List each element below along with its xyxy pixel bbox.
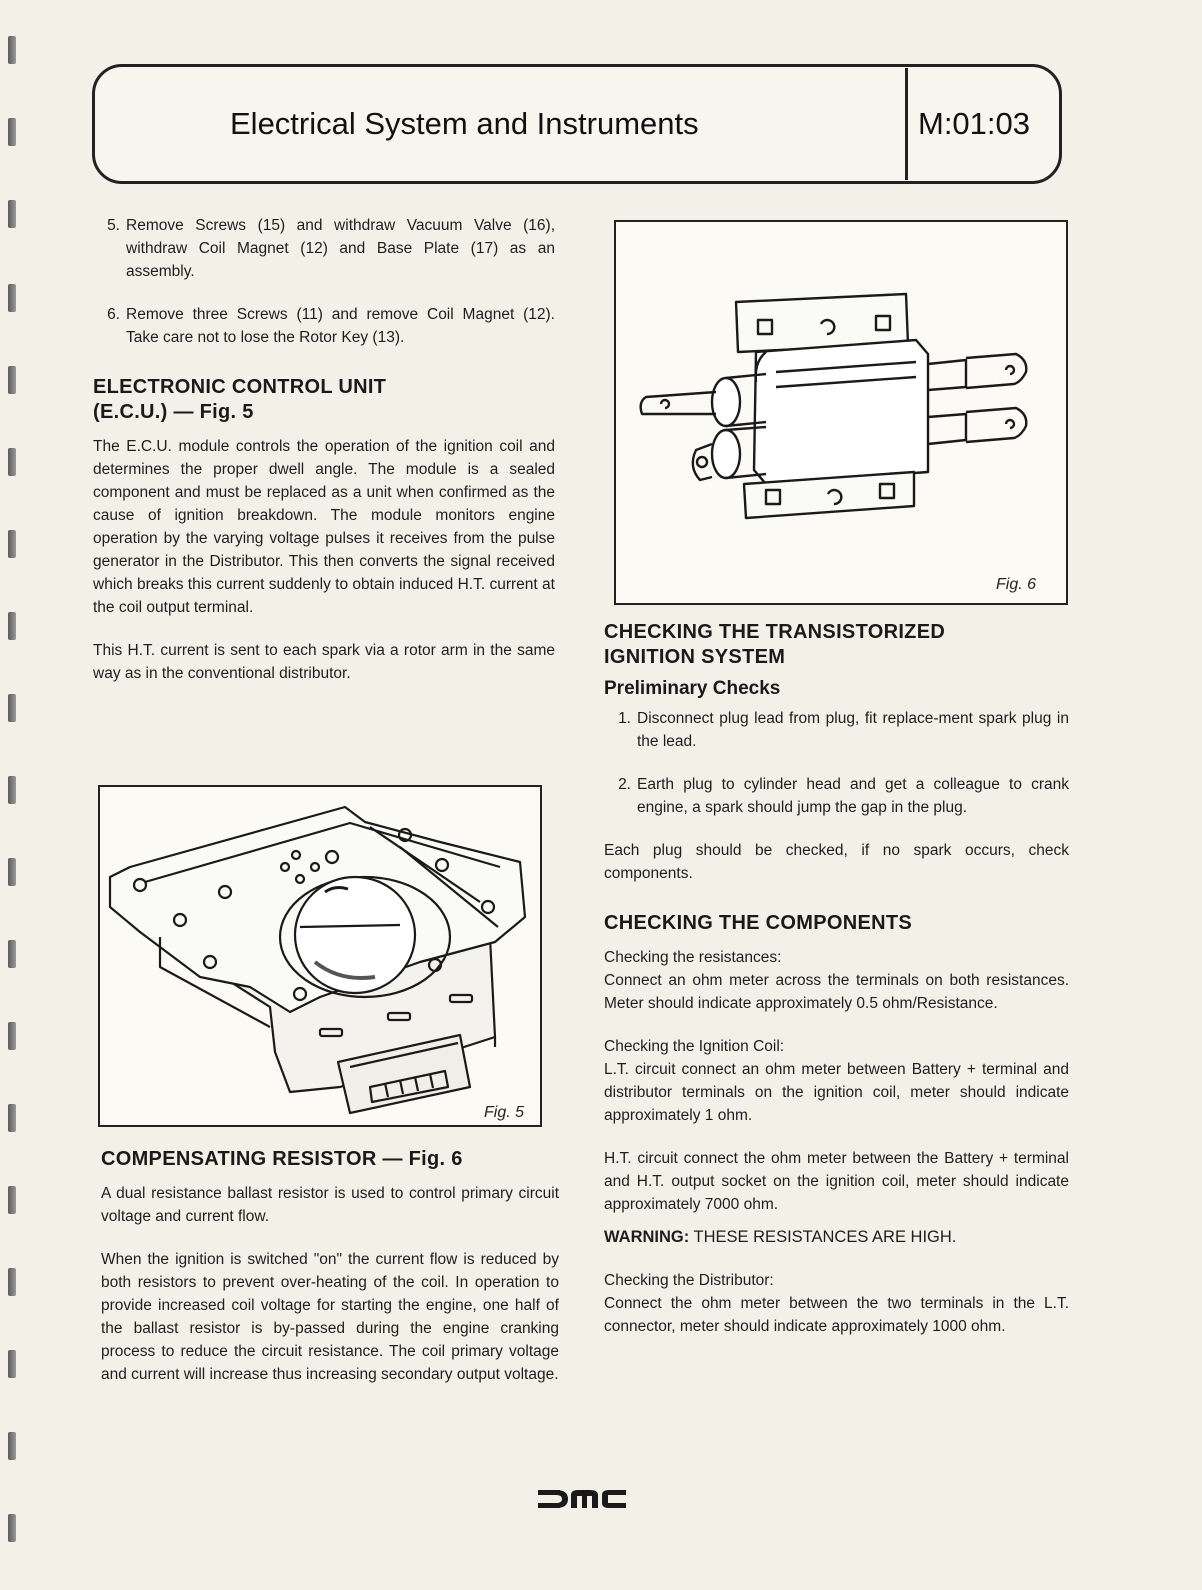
step-number: 5.: [107, 217, 120, 234]
binding-hole: [8, 366, 16, 394]
warning-text: THESE RESISTANCES ARE HIGH.: [693, 1228, 957, 1246]
step-text: Remove three Screws (11) and remove Coil Magnet (12). Take care not to lose the Rotor Key (13).: [126, 306, 555, 346]
section-code: M:01:03: [918, 106, 1031, 141]
binding-hole: [8, 612, 16, 640]
figure-6-frame: [614, 220, 1068, 605]
binding-hole: [8, 284, 16, 312]
transistorized-heading-line2: IGNITION SYSTEM: [604, 646, 786, 668]
coil-lt-text: L.T. circuit connect an ohm meter between Battery + terminal and distributor terminals on the ignition coil, meter should indicate approximately 1 ohm.: [604, 1061, 1069, 1124]
ballast-resistor-illustration: [616, 222, 1066, 602]
figure-5-frame: [98, 785, 542, 1127]
step-item: [604, 773, 1069, 819]
transistorized-heading-line1: CHECKING THE TRANSISTORIZED: [604, 621, 946, 643]
compensating-paragraph-2: When the ignition is switched "on" the current flow is reduced by both resistors to prevent over-heating of the coil. In operation to provide increased coil voltage for starting the engine, one half of the ballast resistor is by-passed during the engine cranking process to reduce the circuit resistance. The coil primary voltage and current will increase thus increasing secondary output voltage.: [101, 1251, 559, 1383]
figure-6-caption: Fig. 6: [996, 576, 1037, 593]
step-text: Disconnect plug lead from plug, fit replace-ment spark plug in the lead.: [637, 710, 1069, 750]
transistorized-heading: [604, 620, 1069, 670]
ecu-paragraph-1: The E.C.U. module controls the operation of the ignition coil and determines the proper dwell angle. The module is a sealed component and must be replaced as a unit when confirmed as the cause of ignition breakdown. The module monitors engine operation by the varying voltage pulses it receives from the pulse generator in the Distributor. This then converts the signal received which breaks this current suddenly to obtain induced H.T. current at the coil output terminal.: [93, 438, 555, 616]
step-item: [604, 707, 1069, 753]
binding-hole: [8, 448, 16, 476]
distributor-text: Connect the ohm meter between the two terminals in the L.T. connector, meter should indicate approximately 1000 ohm.: [604, 1295, 1069, 1335]
left-column: [93, 214, 555, 685]
coil-ht-text: H.T. circuit connect the ohm meter between the Battery + terminal and H.T. output socket on the ignition coil, meter should indicate approximately 7000 ohm.: [604, 1150, 1069, 1213]
step-item: [93, 303, 555, 349]
step-number: 1.: [618, 710, 631, 727]
ecu-heading-line2: (E.C.U.) — Fig. 5: [93, 401, 254, 423]
components-heading: CHECKING THE COMPONENTS: [604, 912, 913, 934]
step-number: 2.: [618, 776, 631, 793]
binding-hole: [8, 530, 16, 558]
compensating-heading: COMPENSATING RESISTOR — Fig. 6: [101, 1148, 463, 1170]
each-plug-paragraph: Each plug should be checked, if no spark occurs, check components.: [604, 842, 1069, 882]
binding-hole: [8, 1104, 16, 1132]
compensating-paragraph-1: A dual resistance ballast resistor is used to control primary circuit voltage and current flow.: [101, 1185, 559, 1225]
coil-title: Checking the Ignition Coil:: [604, 1038, 785, 1055]
binding-hole: [8, 1514, 16, 1542]
ecu-module-illustration: [100, 787, 540, 1125]
binding-hole: [8, 200, 16, 228]
binding-hole: [8, 776, 16, 804]
ecu-heading-line1: ELECTRONIC CONTROL UNIT: [93, 376, 387, 398]
ecu-paragraph-2: This H.T. current is sent to each spark via a rotor arm in the same way as in the conventional distributor.: [93, 642, 555, 682]
ecu-heading: [93, 375, 555, 425]
header-divider: [905, 68, 908, 180]
binding-hole: [8, 1022, 16, 1050]
binding-hole: [8, 1350, 16, 1378]
warning-label: WARNING:: [604, 1228, 690, 1246]
dmc-logo: [538, 1488, 628, 1515]
preliminary-heading: Preliminary Checks: [604, 678, 781, 699]
right-column: [604, 620, 1069, 1338]
binding-hole: [8, 1268, 16, 1296]
figure-5-caption: Fig. 5: [484, 1104, 525, 1121]
compensating-section: [101, 1147, 559, 1386]
binding-hole: [8, 36, 16, 64]
distributor-title: Checking the Distributor:: [604, 1272, 774, 1289]
resistances-text: Connect an ohm meter across the terminals on both resistances. Meter should indicate approximately 0.5 ohm/Resistance.: [604, 972, 1069, 1012]
binding-hole: [8, 1186, 16, 1214]
page-title: Electrical System and Instruments: [230, 106, 699, 141]
binding-hole: [8, 694, 16, 722]
binding-hole: [8, 858, 16, 886]
resistances-title: Checking the resistances:: [604, 949, 782, 966]
step-number: 6.: [107, 306, 120, 323]
step-text: Earth plug to cylinder head and get a colleague to crank engine, a spark should jump the gap in the plug.: [637, 776, 1069, 816]
warning-line: [604, 1226, 1069, 1249]
binding-hole: [8, 118, 16, 146]
binding-hole: [8, 1432, 16, 1460]
binding-hole: [8, 940, 16, 968]
step-item: [93, 214, 555, 283]
step-text: Remove Screws (15) and withdraw Vacuum Valve (16), withdraw Coil Magnet (12) and Base Plate (17) as an assembly.: [126, 217, 555, 280]
